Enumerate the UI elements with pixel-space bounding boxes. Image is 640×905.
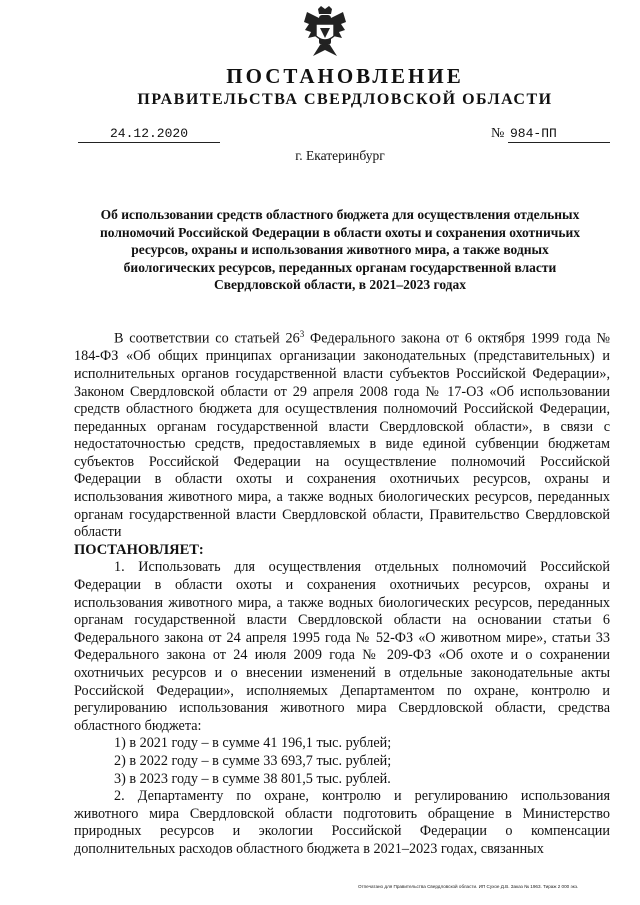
list-item-2023: 3) в 2023 году – в сумме 38 801,5 тыс. рублей. (114, 770, 391, 787)
issuer-subtitle: ПРАВИТЕЛЬСТВА СВЕРДЛОВСКОЙ ОБЛАСТИ (137, 91, 553, 108)
document-number: 984-ПП (508, 126, 610, 143)
article-superscript: 3 (299, 329, 305, 339)
list-item-2022: 2) в 2022 году – в сумме 33 693,7 тыс. рублей; (114, 752, 392, 769)
document-title: Об использовании средств областного бюджета для осуществления отдельных полномочий Российской Федерации в области охоты и сохранения охотничьих ресурсов, охраны и использования животного мира, а также водных биологических ресурсов, переданных органам государственной власти Свердловской области, в 2021–2023 годах (99, 207, 580, 293)
preamble-text-rest: Федерального закона от 6 октября 1999 года № 184-ФЗ «Об общих принципах организации законодательных (представительных) и исполнительных органов государственной власти субъектов Российской Федерации», Законом Свердловской области от 29 апреля 2008 года № 17-ОЗ «Об использовании средств областного бюджета для осуществления полномочий Российской Федерации, переданных органам государственной власти Свердловской области», в связи с недостаточностью средств, предоставляемых в виде единой субвенции бюджетам субъектов Российской Федерации на осуществление полномочий Российской Федерации в области охоты и сохранения охотничьих ресурсов, охраны и использования животного мира, а также водных биологических ресурсов, переданных органам государственной власти Свердловской области, Правительство Свердловской области (74, 330, 611, 541)
document-date: 24.12.2020 (78, 126, 220, 143)
document-body (74, 326, 610, 859)
number-label: № (491, 126, 505, 141)
document-type-title: ПОСТАНОВЛЕНИЕ (226, 64, 464, 88)
decree-heading: ПОСТАНОВЛЯЕТ: (74, 541, 204, 558)
list-item-2021: 1) в 2021 году – в сумме 41 196,1 тыс. рублей; (114, 735, 392, 752)
item-1-paragraph: 1. Использовать для осуществления отдельных полномочий Российской Федерации в области охоты и сохранения охотничьих ресурсов, охраны и использования животного мира, а также водных биологических ресурсов, переданных органам государственной власти Свердловской области на основании статьи 6 Федерального закона от 24 апреля 1995 года № 52-ФЗ «О животном мире», статьи 33 Федерального закона от 24 июля 2009 года № 209-ФЗ «Об охоте и о сохранении охотничьих ресурсов и о внесении изменений в отдельные законодательные акты Российской Федерации», исполняемых Департаментом по охране, контролю и регулированию использования животного мира Свердловской области, средства областного бюджета: (74, 559, 610, 734)
coat-of-arms-icon (303, 6, 347, 58)
preamble-paragraph (74, 326, 610, 542)
city-name: г. Екатеринбург (295, 148, 385, 163)
print-note-footer: Отпечатано для Правительства Свердловской области. ИП Сухое Д.В. Заказ № 1963. Тираж 2 000 экз. (358, 884, 579, 889)
preamble-text-start: В соответствии со статьей 26 (114, 330, 300, 347)
item-2-paragraph: 2. Департаменту по охране, контролю и регулированию использования животного мира Свердловской области подготовить обращение в Министерство природных ресурсов и экологии Российской Федерации о компенсации дополнительных расходов областного бюджета в 2021–2023 годах, связанных (74, 788, 610, 857)
